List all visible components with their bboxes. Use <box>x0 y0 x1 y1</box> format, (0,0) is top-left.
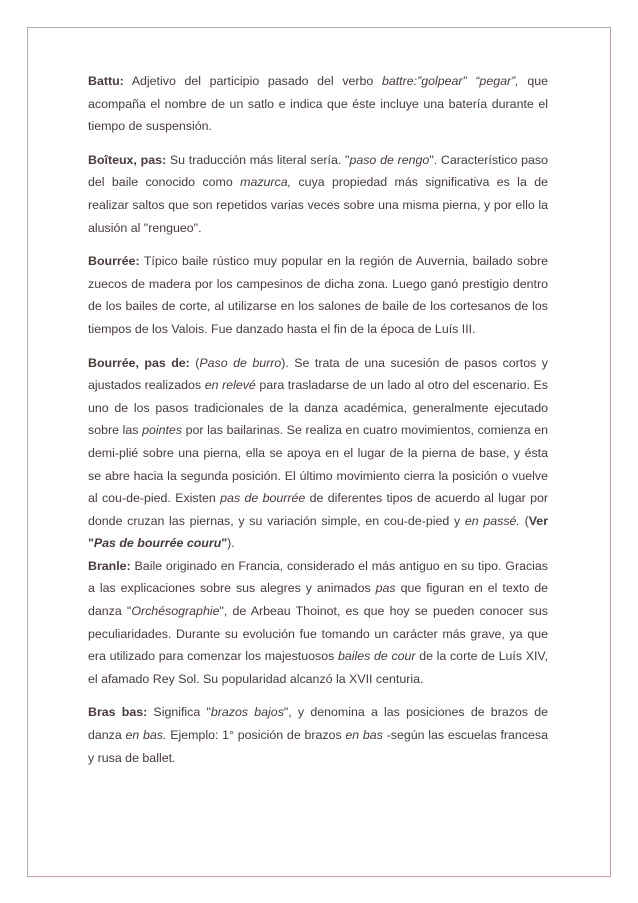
entry-text: Baile originado en Francia, considerado el más antiguo en su tipo. Gracias a las explicaciones sobre sus alegres y animados <box>88 558 548 596</box>
entry-text: battre:”golpear” “pegar”, <box>381 74 519 88</box>
entry-text: Típico baile rústico muy popular en la región de Auvernia, bailado sobre zuecos de madera por los campesinos de dicha zona. Luego ganó prestigio dentro de los bailes de corte, al utilizarse en los salones de baile de los cortesanos de los tiempos de los Valois. Fue danzado hasta el fin de la época de Luís III. <box>88 254 548 336</box>
entry-text: de diferentes tipos de acuerdo al lugar por donde cruzan las piernas, y su variación simple, en cou-de-pied y <box>88 491 548 528</box>
entry-term: Battu: <box>88 74 124 88</box>
entry-term: Bourrée, pas de: <box>88 355 190 370</box>
entry-text: en bas <box>345 728 383 743</box>
entry-text: ). <box>227 536 235 551</box>
glossary-entry <box>88 149 548 239</box>
entry-text: Significa " <box>147 705 211 720</box>
entry-text: Ver " <box>88 513 549 551</box>
entry-text: en passé. <box>464 513 520 528</box>
entry-text: " <box>221 536 228 551</box>
entry-text: por las bailarinas. Se realiza en cuatro movimientos, comienza en demi-plié sobre una pierna, ella se apoya en el lugar de la pierna de base, y ésta se abre hacia la segunda posición. El último movimiento cierra la posición o vuelve al cou-de-pied. Existen <box>88 423 548 506</box>
entry-text: en bas. <box>125 728 167 743</box>
entry-text: ", de Arbeau Thoinot, es que hoy se pueden conocer sus peculiaridades. Durante su evolución fue tomando un carácter más grave, ya que era utilizado para comenzar los majestuosos <box>88 604 548 664</box>
entry-text: en relevé <box>204 378 256 393</box>
entry-text: ", y denomina a las posiciones de brazos de danza <box>88 705 548 743</box>
entry-text: que acompaña el nombre de un satlo e indica que éste incluye una batería durante el tiempo de suspensión. <box>88 74 548 134</box>
entry-text: cuya propiedad más significativa es la de realizar saltos que son repetidos varias veces sobre una misma pierna, y por ello la alusión al "rengueo". <box>88 175 548 235</box>
entry-text: -según las escuelas francesa y rusa de ballet. <box>88 728 548 765</box>
entry-text: que figuran en el texto de danza " <box>88 581 548 619</box>
entry-text: paso de rengo <box>349 152 430 167</box>
entry-term: Bourrée: <box>88 254 140 269</box>
entry-text: pas <box>375 581 396 596</box>
entry-text: pas de bourrée <box>220 491 306 506</box>
entry-text: para trasladarse de un lado al otro del escenario. Es uno de los pasos tradicionales de la danza académica, generalmente ejecutado sobre las <box>88 378 548 438</box>
entry-text: de la corte de Luís XIV, el afamado Rey Sol. Su popularidad alcanzó la XVII centuria. <box>88 649 549 686</box>
entry-text: Pas de bourrée couru <box>93 536 222 551</box>
entry-term: Branle: <box>88 558 131 573</box>
entry-text: Paso de burro <box>199 355 282 370</box>
entry-text: ". Característico paso del baile conocido como <box>88 152 548 190</box>
glossary-entry <box>88 701 548 769</box>
glossary-body <box>88 70 548 780</box>
glossary-entry <box>88 250 548 340</box>
entry-text: ). Se trata de una sucesión de pasos cortos y ajustados realizados <box>88 355 548 393</box>
entry-text: Su traducción más literal sería. " <box>166 152 350 167</box>
glossary-entry <box>88 70 548 138</box>
entry-term: Bras bas: <box>88 705 148 720</box>
entry-text: bailes de cour <box>337 649 416 664</box>
entry-text: pointes <box>142 423 183 438</box>
entry-text: Ejemplo: 1° posición de brazos <box>166 728 346 743</box>
entry-term: Boîteux, pas: <box>88 152 167 167</box>
entry-text: brazos bajos <box>210 705 284 720</box>
entry-text: mazurca, <box>240 175 292 190</box>
glossary-entry <box>88 555 548 691</box>
entry-text: Orchésographie <box>131 604 220 619</box>
entry-text: Adjetivo del participio pasado del verbo <box>123 74 382 88</box>
entry-text: ( <box>519 513 529 528</box>
glossary-entry <box>88 352 548 555</box>
entry-text: ( <box>189 355 200 370</box>
